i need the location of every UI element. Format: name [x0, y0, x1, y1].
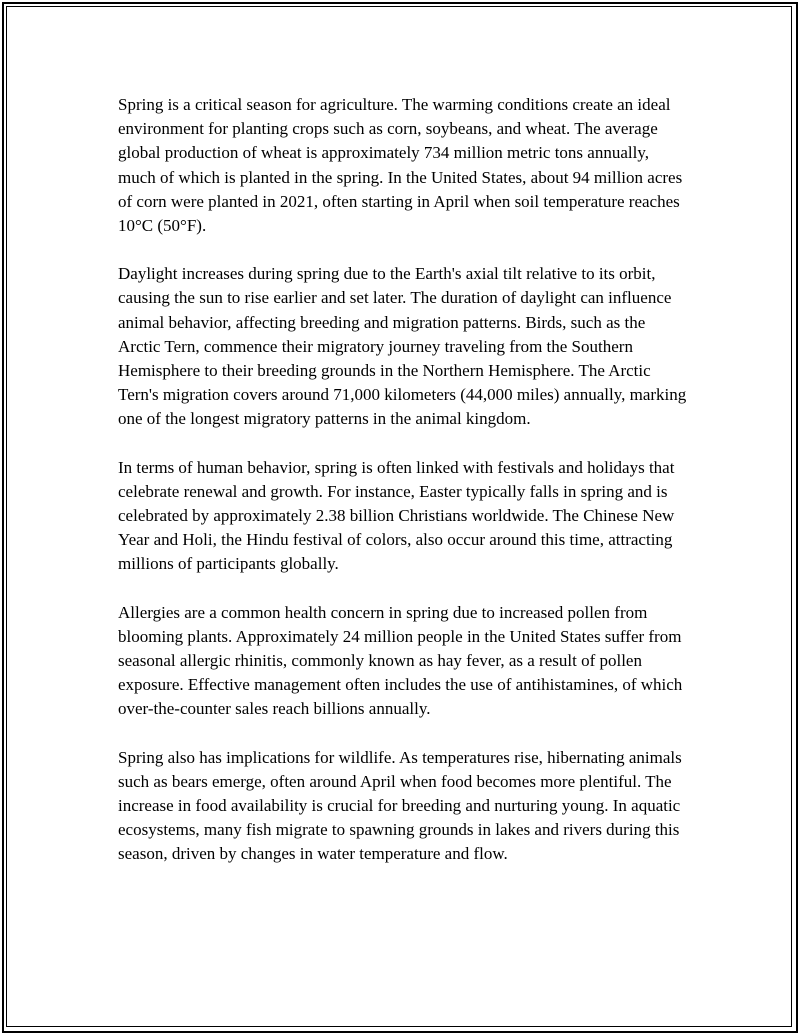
paragraph-allergies: Allergies are a common health concern in spring due to increased pollen from blooming plants. Approximately 24 million people in the United States suffer from seasonal allergic rhinitis, commonly known as hay fever, as a result of pollen exposure. Effective management often includes the use of antihistamines, of which over-the-counter sales reach billions annually. [118, 602, 683, 719]
paragraph-daylight: Daylight increases during spring due to the Earth's axial tilt relative to its orbit, causing the sun to rise earlier and set later. The duration of daylight can influence animal behavior, affecting breeding and migration patterns. Birds, such as the Arctic Tern, commence their migratory journey traveling from the Southern Hemisphere to their breeding grounds in the Northern Hemisphere. The Arctic Tern's migration covers around 71,000 kilometers (44,000 miles) annually, marking one of the longest migratory patterns in the animal kingdom. [118, 264, 687, 429]
paragraph-human-behavior: In terms of human behavior, spring is often linked with festivals and holidays that celebrate renewal and growth. For instance, Easter typically falls in spring and is celebrated by approximately 2.38 billion Christians worldwide. The Chinese New Year and Holi, the Hindu festival of colors, also occur around this time, attracting millions of participants globally. [118, 457, 675, 574]
paragraph-wildlife: Spring also has implications for wildlife. As temperatures rise, hibernating animals such as bears emerge, often around April when food becomes more plentiful. The increase in food availability is crucial for breeding and nurturing young. In aquatic ecosystems, many fish migrate to spawning grounds in lakes and rivers during this season, driven by changes in water temperature and flow. [118, 747, 682, 864]
document-body [118, 93, 690, 891]
paragraph-agriculture: Spring is a critical season for agriculture. The warming conditions create an ideal environment for planting crops such as corn, soybeans, and wheat. The average global production of wheat is approximately 734 million metric tons annually, much of which is planted in the spring. In the United States, about 94 million acres of corn were planted in 2021, often starting in April when soil temperature reaches 10°C (50°F). [118, 95, 683, 236]
